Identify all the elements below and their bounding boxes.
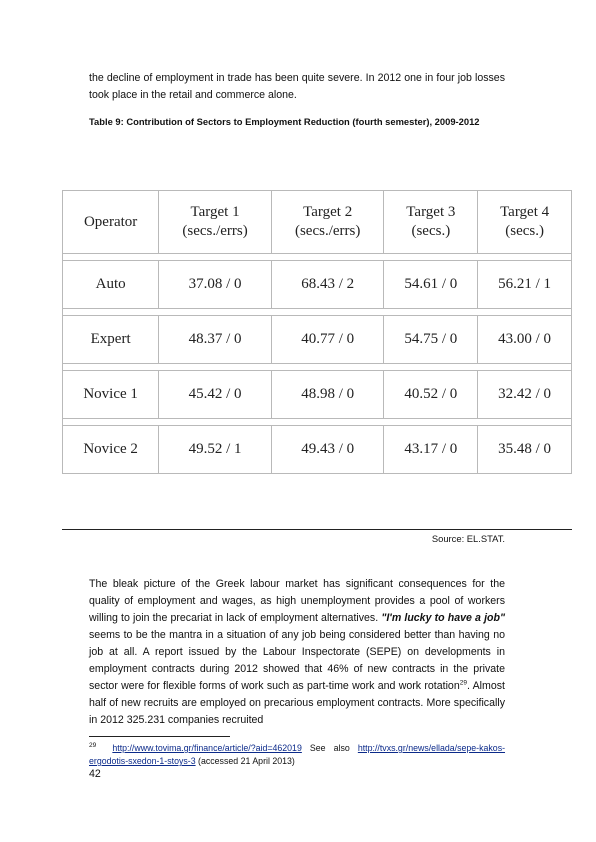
body-text-part-3: . Almost half of new recruits are employed on precarious employment contracts. More specifically in 2012 325.231 companies recruited (89, 680, 505, 726)
table-caption: Table 9: Contribution of Sectors to Employment Reduction (fourth semester), 2009-2012 (89, 116, 480, 127)
cell-target-2: 48.98 / 0 (271, 371, 384, 419)
intro-paragraph (89, 70, 505, 104)
footnote (89, 742, 505, 768)
header-operator: Operator (63, 191, 159, 254)
cell-target-2: 68.43 / 2 (271, 261, 384, 309)
header-target-4: Target 4 (secs.) (478, 191, 572, 254)
footnote-ref[interactable]: 29 (459, 679, 467, 687)
cell-target-1: 37.08 / 0 (159, 261, 272, 309)
body-text-part-1: The bleak picture of the Greek labour market has significant consequences for the quality of employment and wages, as high unemployment provides a pool of workers willing to join the precariat in lack of employment alternatives. (89, 578, 505, 624)
cell-target-4: 43.00 / 0 (478, 316, 572, 364)
cell-operator: Novice 1 (63, 371, 159, 419)
header-target-2: Target 2 (secs./errs) (271, 191, 384, 254)
cell-target-1: 45.42 / 0 (159, 371, 272, 419)
cell-target-4: 56.21 / 1 (478, 261, 572, 309)
header-target-3: Target 3 (secs.) (384, 191, 478, 254)
footnote-link-2[interactable]: http://tvxs.gr/news/ellada/sepe-kakos-ergodotis-sxedon-1-stoys-3 (89, 743, 506, 766)
cell-operator: Novice 2 (63, 426, 159, 474)
cell-target-1: 48.37 / 0 (159, 316, 272, 364)
footnote-link-1[interactable]: http://www.tovima.gr/finance/article/?aid=462019 (112, 743, 302, 753)
table-bottom-rule (62, 529, 572, 530)
page-number: 42 (89, 768, 101, 780)
cell-target-2: 49.43 / 0 (271, 426, 384, 474)
table-image (62, 190, 572, 460)
footnote-number: 29 (89, 742, 97, 750)
footnote-suffix: (accessed 21 April 2013) (195, 756, 295, 766)
cell-target-3: 54.61 / 0 (384, 261, 478, 309)
table-row-expert (63, 316, 572, 364)
cell-target-1: 49.52 / 1 (159, 426, 272, 474)
cell-target-4: 32.42 / 0 (478, 371, 572, 419)
table-row-novice-2 (63, 426, 572, 474)
table-row-auto (63, 261, 572, 309)
intro-text: the decline of employment in trade has been quite severe. In 2012 one in four job losses took place in the retail and commerce alone. (89, 72, 505, 101)
cell-target-3: 43.17 / 0 (384, 426, 478, 474)
table-header-row (63, 191, 572, 254)
body-paragraph (89, 576, 505, 729)
cell-operator: Expert (63, 316, 159, 364)
body-text-part-2: seems to be the mantra in a situation of any job being considered better than having no job at all. A report issued by the Labour Inspectorate (SEPE) on developments in employment contracts during 2012 showed that 46% of new contracts in the private sector were for flexible forms of work such as part-time work and work rotation (89, 629, 505, 692)
cell-target-2: 40.77 / 0 (271, 316, 384, 364)
footnote-separator (89, 736, 230, 737)
table-row-novice-1 (63, 371, 572, 419)
source-note: Source: EL.STAT. (431, 533, 505, 544)
cell-target-3: 40.52 / 0 (384, 371, 478, 419)
cell-target-3: 54.75 / 0 (384, 316, 478, 364)
header-target-1: Target 1 (secs./errs) (159, 191, 272, 254)
cell-target-4: 35.48 / 0 (478, 426, 572, 474)
data-table (62, 190, 572, 474)
cell-operator: Auto (63, 261, 159, 309)
body-emphasis: "I'm lucky to have a job" (381, 612, 505, 624)
footnote-middle: See also (301, 743, 358, 753)
